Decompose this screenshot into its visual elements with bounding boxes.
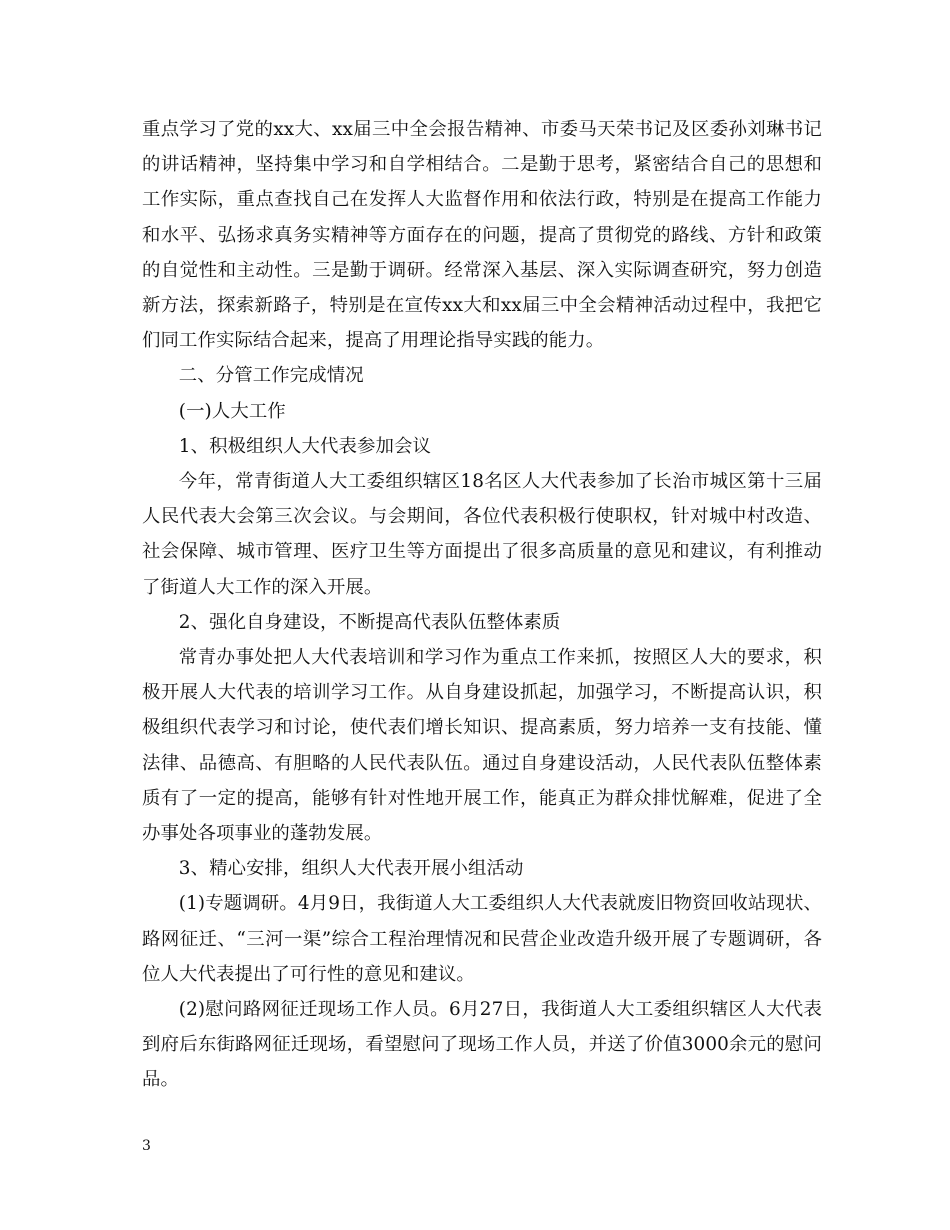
paragraph-study-continuation: 重点学习了党的xx大、xx届三中全会报告精神、市委马天荣书记及区委孙刘琳书记的讲话精神，坚持集中学习和自学相结合。二是勤于思考，紧密结合自己的思想和工作实际，重点查找自己在发挥人大监督作用和依法行政，特别是在提高工作能力和水平、弘扬求真务实精神等方面存在的问题，提高了贯彻党的路线、方针和政策的自觉性和主动性。三是勤于调研。经常深入基层、深入实际调查研究，努力创造新方法，探索新路子，特别是在宣传xx大和xx届三中全会精神活动过程中，我把它们同工作实际结合起来，提高了用理论指导实践的能力。 — [142, 119, 822, 352]
paragraph-training-details: 常青办事处把人大代表培训和学习作为重点工作来抓，按照区人大的要求，积极开展人大代表的培训学习工作。从自身建设抓起，加强学习，不断提高认识，积极组织代表学习和讨论，使代表们增长知识、提高素质，努力培养一支有技能、懂法律、品德高、有胆略的人民代表队伍。通过自身建设活动，人民代表队伍整体素质有了一定的提高，能够有针对性地开展工作，能真正为群众排忧解难，促进了全办事处各项事业的蓬勃发展。 — [142, 647, 822, 845]
paragraph-special-research: (1)专题调研。4月9日，我街道人大工委组织人大代表就废旧物资回收站现状、路网征迁、“三河一渠”综合工程治理情况和民营企业改造升级开展了专题调研，各位人大代表提出了可行性的意见和建议。 — [142, 893, 822, 985]
item-heading-self-building: 2、强化自身建设，不断提高代表队伍整体素质 — [178, 611, 561, 633]
item-heading-attend-meeting: 1、积极组织人大代表参加会议 — [178, 435, 431, 457]
document-body — [142, 112, 822, 1098]
item-heading-group-activities: 3、精心安排，组织人大代表开展小组活动 — [178, 858, 524, 880]
subsection-heading-npc-work: (一)人大工作 — [178, 400, 286, 422]
page-number: 3 — [142, 1138, 151, 1154]
paragraph-condolence-visit: (2)慰问路网征迁现场工作人员。6月27日，我街道人大工委组织辖区人大代表到府后东街路网征迁现场，看望慰问了现场工作人员，并送了价值3000余元的慰问品。 — [142, 999, 822, 1091]
paragraph-meeting-details: 今年，常青街道人大工委组织辖区18名区人大代表参加了长治市城区第十三届人民代表大会第三次会议。与会期间，各位代表积极行使职权，针对城中村改造、社会保障、城市管理、医疗卫生等方面提出了很多高质量的意见和建议，有利推动了街道人大工作的深入开展。 — [142, 471, 822, 598]
section-heading-work-completion: 二、分管工作完成情况 — [178, 365, 364, 387]
